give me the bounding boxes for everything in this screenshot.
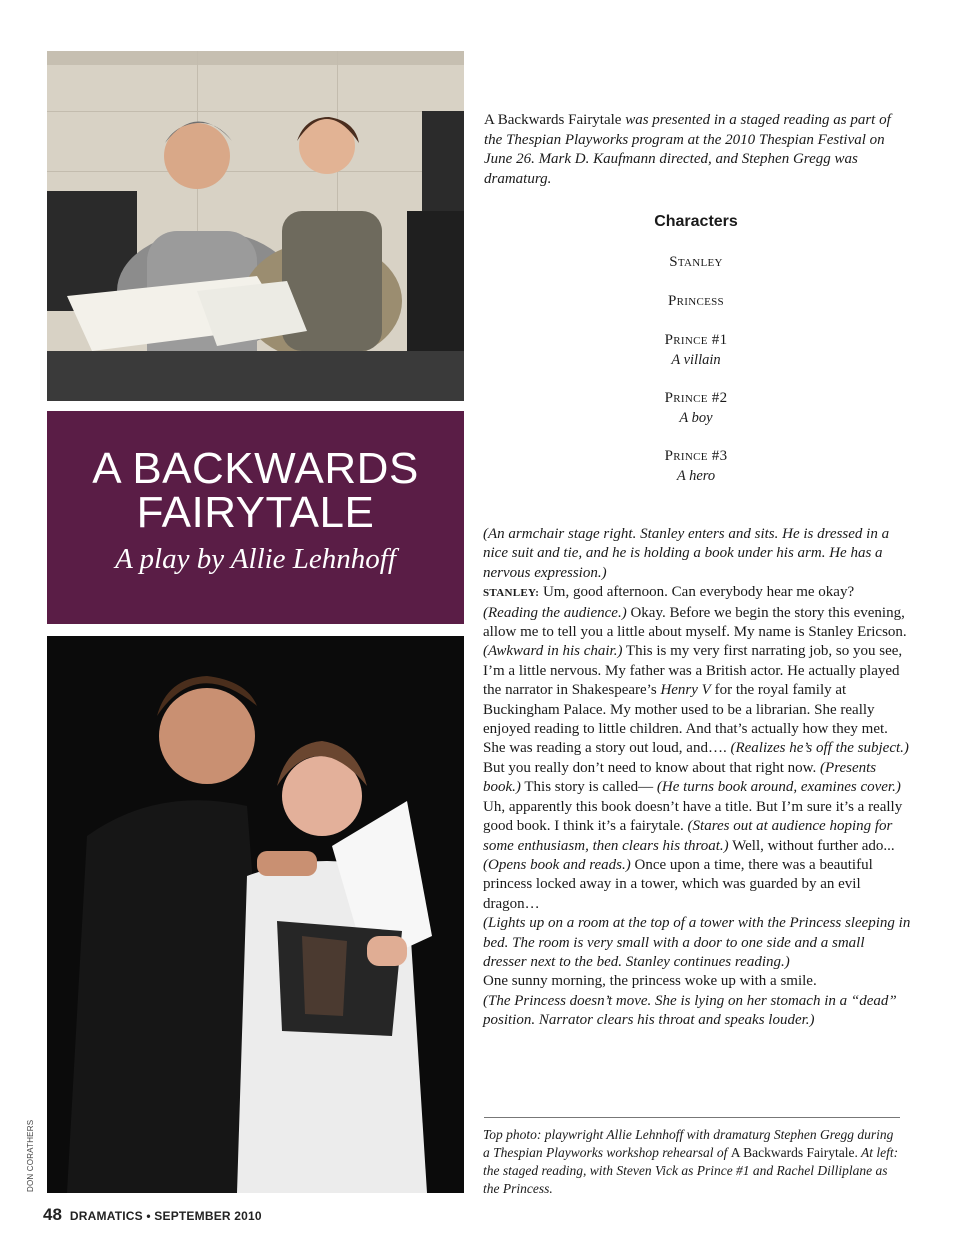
characters-heading: Characters [654,213,738,230]
stage-direction: (Opens book and reads.) [483,856,631,873]
dialogue-text: Okay. Before we begin the story this evening, allow me to tell you a little about myself. My name is Stanley Ericson. [483,604,907,641]
dialogue-text: Well, without further ado... [728,837,895,854]
dialogue-text: This is my very first narrating job, so you see, I’m a little nervous. My father was a British actor. He actually played the narrator in Shakespeare’s [483,643,903,699]
script-body [483,525,911,1031]
character-prince-2 [484,389,908,428]
dialogue-text: This story is called— [520,779,657,796]
character-name: Prince #2 [664,390,728,406]
dialogue-text: for the royal family at Buckingham Palace. My mother used to be a librarian. She really enjoyed reading to little children. And that’s actually how they met. She was reading a story out loud, and…. [483,682,888,757]
play-title-reference: Henry V [660,682,711,699]
stage-direction: (Stares out at audience hoping for some enthusiasm, then clears his throat.) [483,818,893,854]
byline: A play by Allie Lehnhoff [115,543,396,575]
photo-caption [483,1126,903,1198]
character-prince-3 [484,447,908,486]
stage-direction: (Presents book.) [483,759,877,796]
photo-credit: DON CORATHERS [26,1119,35,1192]
photo-top-rehearsal [47,51,464,401]
dialogue-text: Once upon a time, there was a beautiful princess locked away in a tower, which was guarded by an evil dragon… [483,856,873,912]
page-footer [43,1205,262,1225]
dialogue-text: Uh, apparently this book doesn’t have a title. But I’m sure it’s a really good book. I think it’s a fairytale. [483,798,903,835]
caption-text-2: At left: the staged reading, with Steven Vick as Prince #1 and Rachel Dilliplane as the Princess. [483,1145,899,1196]
running-head: DRAMATICS • SEPTEMBER 2010 [69,1209,262,1223]
stanley-monologue [483,583,911,914]
staged-reading-photo-illustration [47,636,464,1193]
character-description: A hero [676,467,716,484]
rehearsal-photo-illustration [47,51,464,401]
character-description: A boy [679,409,713,426]
character-name: Princess [668,293,724,309]
character-name: Prince #3 [664,448,728,464]
intro-paragraph [484,111,908,189]
speaker-label: STANLEY: [483,587,540,600]
character-name: Stanley [669,254,723,270]
stage-direction: (Awkward in his chair.) [483,643,623,660]
narration-line: One sunny morning, the princess woke up with a smile. [483,973,817,990]
intro-play-name: A Backwards Fairytale [484,112,622,128]
character-name: Prince #1 [664,332,728,348]
title-line-2: FAIRYTALE [136,488,375,537]
stage-direction: (Reading the audience.) [483,604,627,621]
stage-direction: (Realizes he’s off the subject.) [730,740,909,757]
stage-direction-lights: (Lights up on a room at the top of a tower with the Princess sleeping in bed. The room is very small with a door to one side and a small dresser next to the bed. Stanley continues reading.) [483,915,911,970]
dialogue-text: But you really don’t need to know about that right now. [483,759,821,776]
intro-text: was presented in a staged reading as part of the Thespian Playworks program at the 2010 Thespian Festival on June 26. Mark D. Kaufmann directed, and Stephen Gregg was dramaturg. [484,112,891,187]
dialogue-text: Um, good afternoon. Can everybody hear me okay? [539,584,855,601]
character-prince-1 [484,331,908,370]
stage-direction-opening: (An armchair stage right. Stanley enters and sits. He is dressed in a nice suit and tie, and he is holding a book under his arm. He has a nervous expression.) [483,526,890,581]
character-princess [484,292,908,312]
title-panel [47,411,464,624]
caption-text-1: Top photo: playwright Allie Lehnhoff with dramaturg Stephen Gregg during a Thespian Playworks workshop rehearsal of [483,1127,894,1160]
caption-play-name: A Backwards Fairytale. [730,1145,858,1160]
character-stanley [484,253,908,273]
stage-direction: (He turns book around, examines cover.) [656,779,901,796]
page-number: 48 [43,1205,62,1224]
stage-direction-closing: (The Princess doesn’t move. She is lying on her stomach in a “dead” position. Narrator clears his throat and speaks louder.) [483,992,897,1029]
character-description: A villain [671,351,721,368]
title-line-1: A BACKWARDS [92,444,419,493]
caption-divider [484,1117,900,1118]
photo-staged-reading [47,636,464,1193]
